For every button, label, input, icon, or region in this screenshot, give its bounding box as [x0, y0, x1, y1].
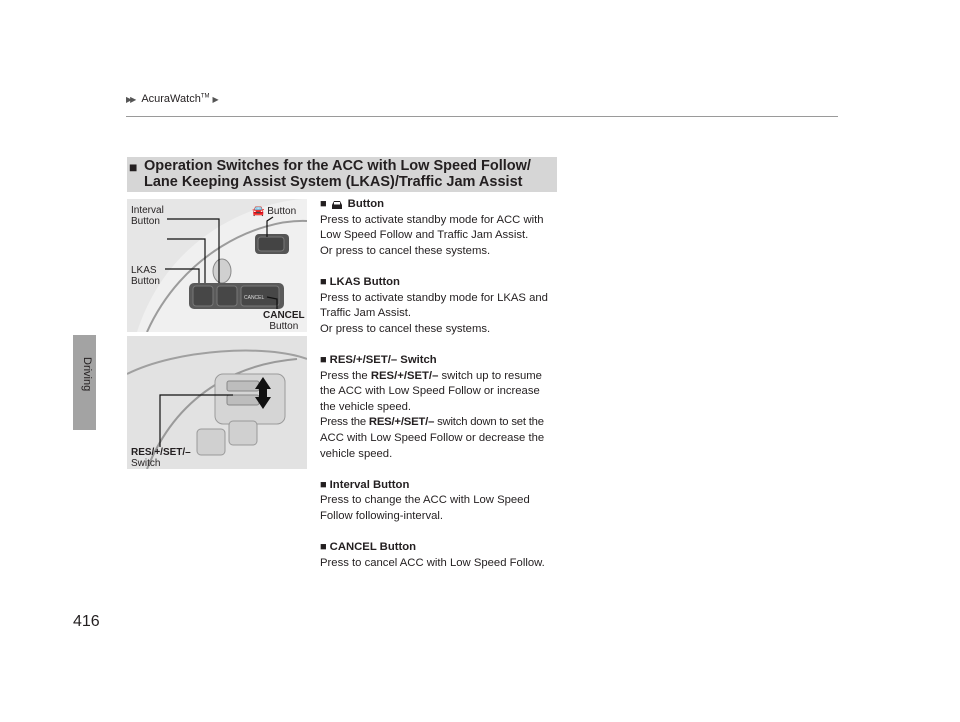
entry-line: Press to change the ACC with Low Speed	[320, 494, 530, 507]
svg-text:CANCEL: CANCEL	[244, 295, 265, 301]
entry-lkas-button	[320, 275, 565, 337]
lkas-button-label: LKAS Button	[131, 265, 160, 287]
entry-line: vehicle speed.	[320, 447, 393, 460]
entry-line: ACC with Low Speed Follow or decrease the	[320, 431, 545, 444]
entry-line: Low Speed Follow and Traffic Jam Assist.	[320, 229, 529, 242]
entry-interval-button	[320, 478, 565, 525]
entry-line: the vehicle speed.	[320, 400, 412, 413]
entry-line: Or press to cancel these systems.	[320, 244, 491, 257]
entry-title: Button	[347, 198, 385, 210]
entry-line: Or press to cancel these systems.	[320, 322, 491, 335]
entry-acc-button	[320, 197, 565, 259]
page-number: 416	[73, 613, 100, 630]
entry-line: Press the RES/+/SET/– switch down to set the	[320, 416, 544, 429]
steering-wheel-illustration	[127, 199, 307, 469]
acc-vehicle-icon: 🚘	[252, 206, 265, 217]
section-title-line2: Lane Keeping Assist System (LKAS)/Traffic Jam Assist	[144, 174, 523, 190]
breadcrumb-arrow-icon: ▶	[212, 94, 217, 104]
description-column	[320, 197, 565, 587]
breadcrumb-label[interactable]: AcuraWatch™	[141, 93, 210, 105]
section-heading	[127, 157, 557, 192]
breadcrumb[interactable]	[126, 93, 221, 105]
section-title-line1: Operation Switches for the ACC with Low Speed Follow/	[144, 158, 531, 174]
breadcrumb-arrows-icon: ▶▶	[126, 94, 135, 104]
entry-title: LKAS Button	[329, 275, 400, 288]
steering-switch-figure	[127, 199, 307, 469]
entry-title: CANCEL Button	[329, 541, 417, 554]
entry-res-set-switch	[320, 353, 565, 462]
entry-bullet-icon: ■	[320, 275, 327, 288]
acc-vehicle-icon	[330, 199, 344, 211]
entry-bullet-icon: ■	[320, 541, 327, 554]
entry-line: Press to activate standby mode for ACC with	[320, 213, 544, 226]
entry-line: Traffic Jam Assist.	[320, 307, 412, 320]
section-bullet-icon: ■	[129, 159, 138, 175]
entry-title: Interval Button	[329, 478, 410, 491]
entry-bullet-icon: ■	[320, 198, 327, 210]
res-set-switch-label: RES/+/SET/– Switch	[131, 447, 191, 469]
entry-title: RES/+/SET/– Switch	[329, 353, 437, 366]
acc-button-label: 🚘 Button	[252, 206, 297, 217]
entry-line: Follow following-interval.	[320, 509, 444, 522]
entry-cancel-button	[320, 540, 565, 571]
header-rule	[126, 116, 838, 117]
entry-line: the ACC with Low Speed Follow or increase	[320, 385, 540, 398]
interval-button-label: Interval Button	[131, 205, 164, 227]
chapter-label: Driving	[81, 357, 93, 392]
entry-line: Press to cancel ACC with Low Speed Follow.	[320, 556, 545, 569]
entry-line: Press the RES/+/SET/– switch up to resume	[320, 369, 542, 382]
entry-bullet-icon: ■	[320, 478, 327, 491]
entry-line: Press to activate standby mode for LKAS and	[320, 291, 548, 304]
entry-bullet-icon: ■	[320, 353, 327, 366]
cancel-button-label: CANCEL Button	[263, 310, 305, 332]
